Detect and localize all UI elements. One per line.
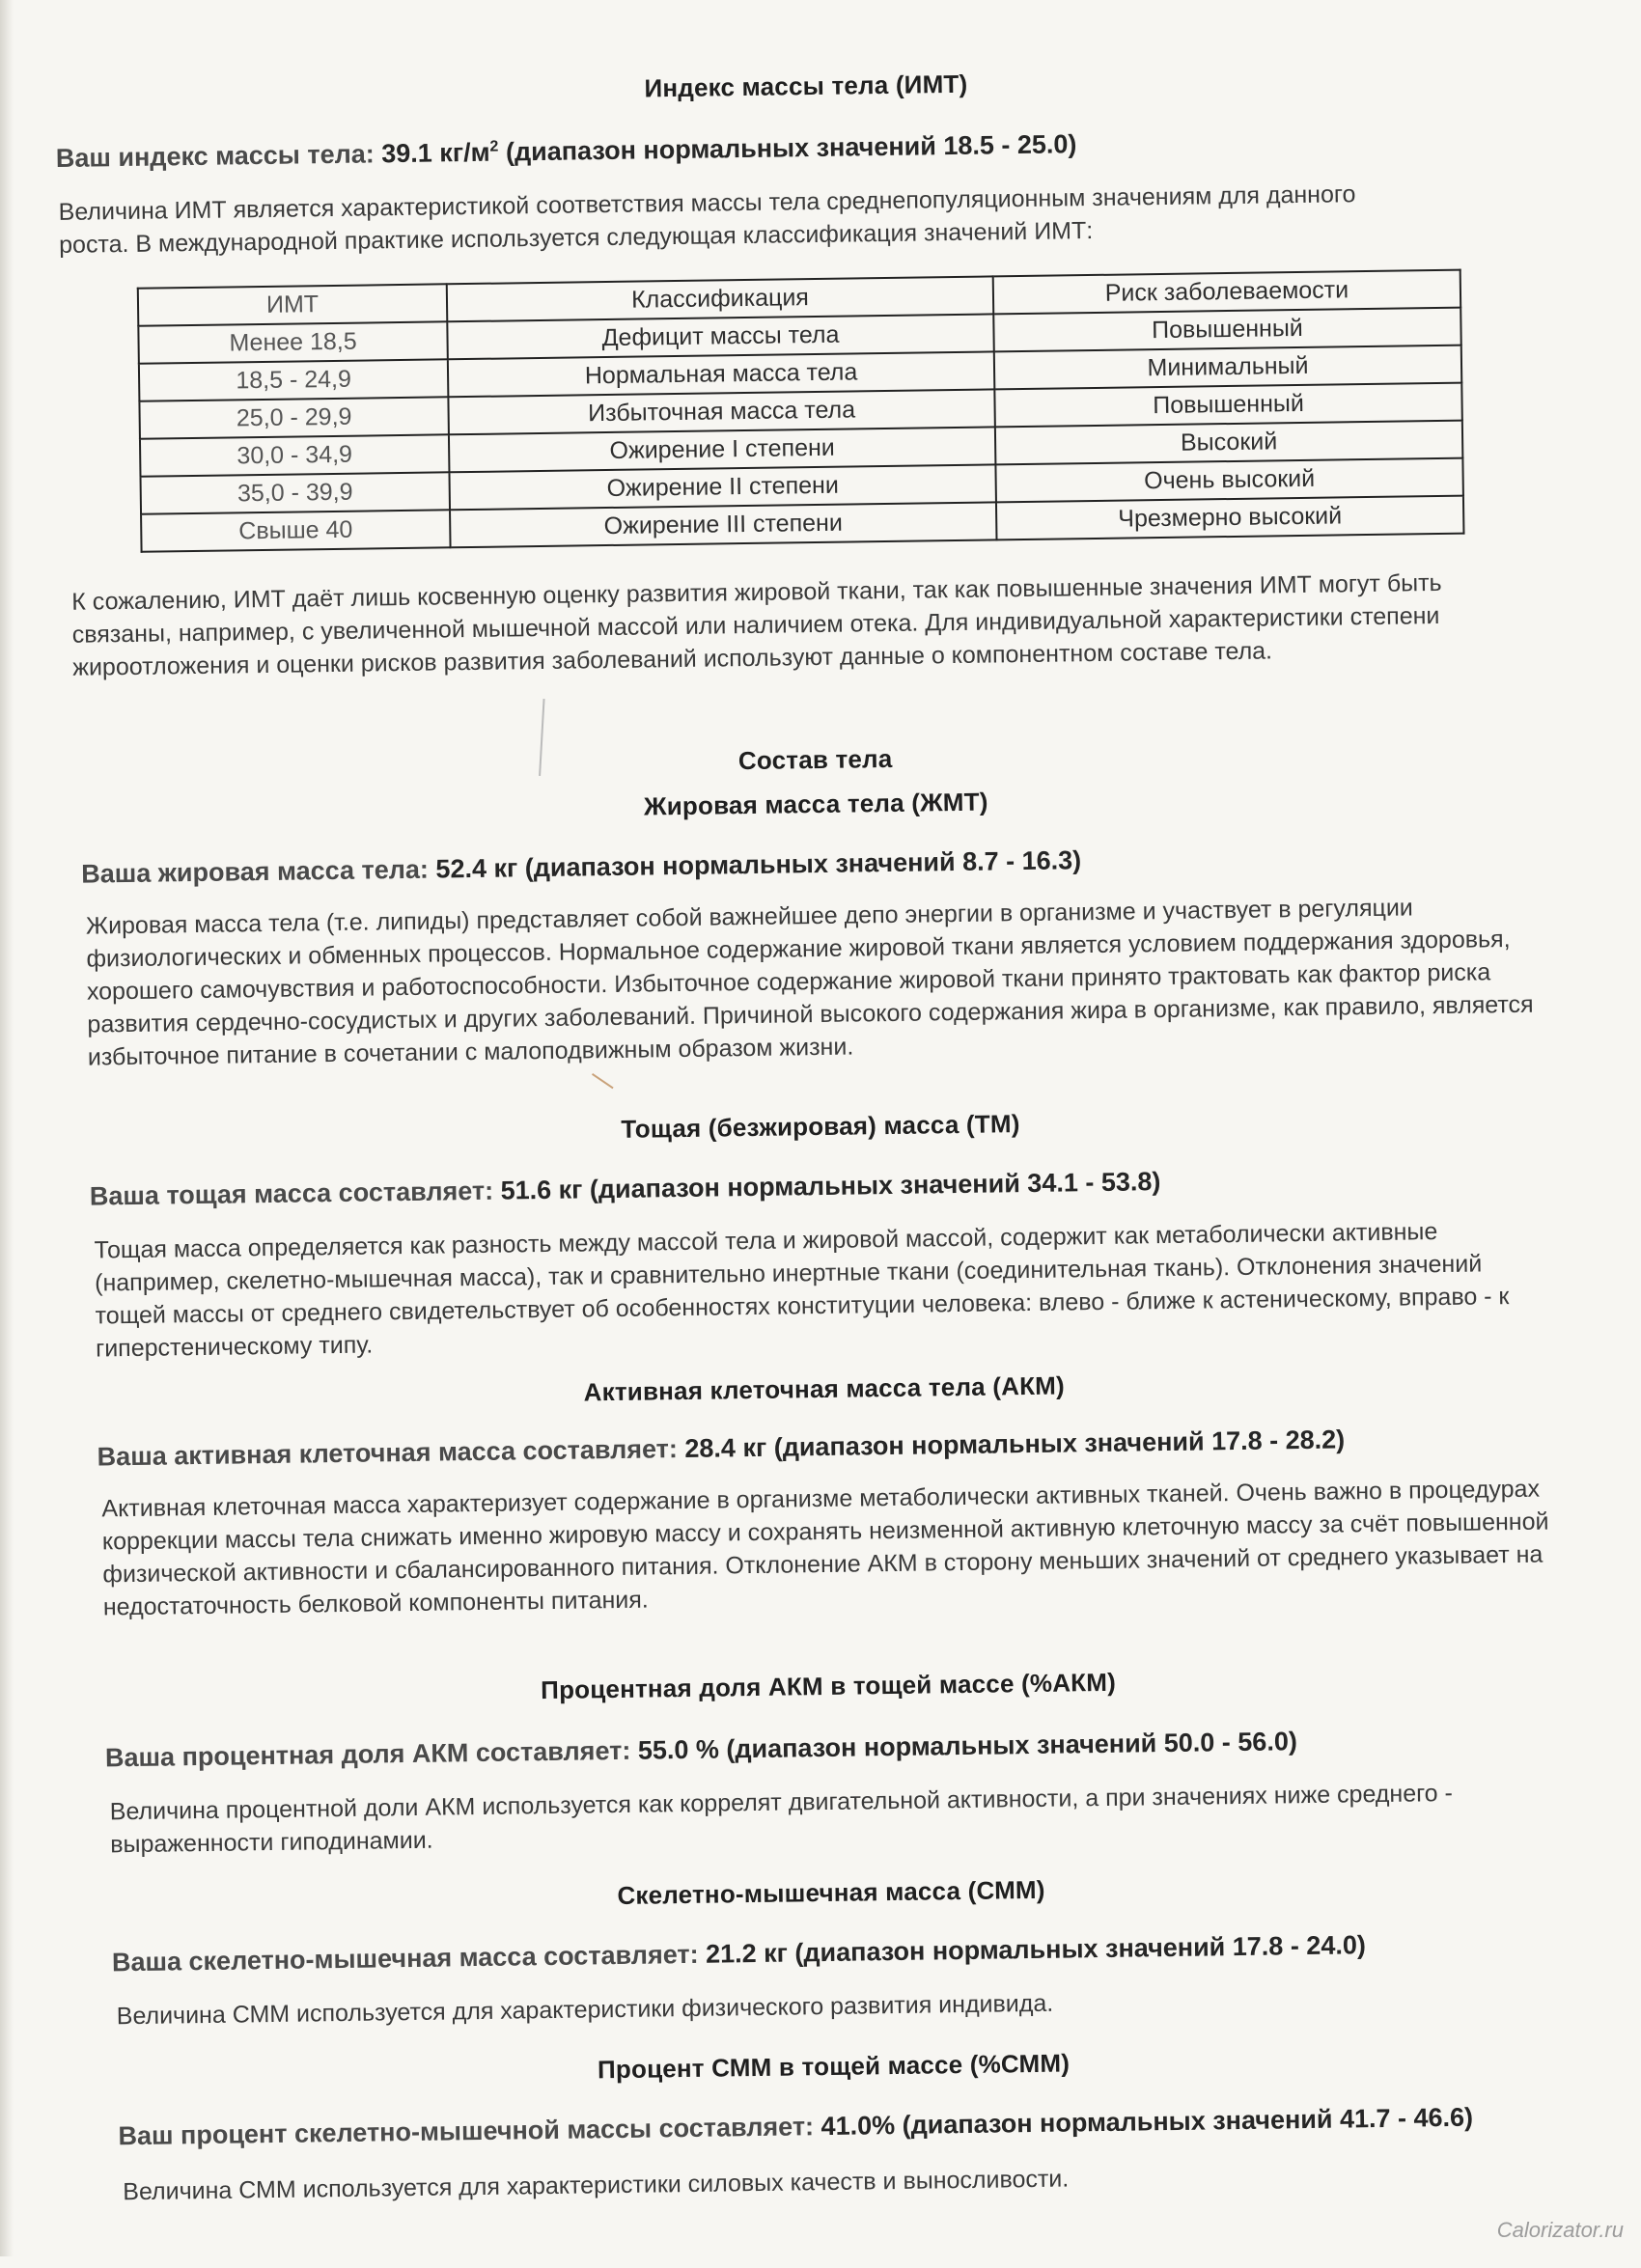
pen-mark-small <box>592 1073 614 1089</box>
section-title: Активная клеточная масса тела (АКМ) <box>583 1370 1066 1407</box>
section-description: Величина процентной доли АКМ используется как коррелят двигательной активности, а при значениях ниже среднего - выраженности гиподинамии. <box>109 1779 1454 1859</box>
watermark-text: Calorizator.ru <box>1496 2218 1624 2242</box>
bmi-table-header-cell: ИМТ <box>138 284 448 325</box>
bmi-title: Индекс массы тела (ИМТ) <box>644 69 968 103</box>
bmi-result-sup: 2 <box>489 138 499 155</box>
section-title: Скелетно-мышечная масса (СММ) <box>617 1874 1045 1911</box>
bmi-table-cell: Минимальный <box>994 346 1461 390</box>
section-result-value: 28.4 кг (диапазон нормальных значений 17.8 - 28.2) <box>684 1424 1346 1463</box>
bmi-result <box>56 123 1581 174</box>
bmi-table-cell: Избыточная масса тела <box>448 389 994 434</box>
section-description: Тощая масса определяется как разность между массой тела и жировой массой, содержит как метаболически активные (например, скелетно-мышечная масса), так и сравнительно инертные ткани (соединительная ткань). Отклонения значений тощей массы от среднего свидетельствует об особенностях конституции человека: влево - ближе к астеническому, вправо - к гиперстеническому типу. <box>94 1218 1510 1363</box>
composition-title: Состав тела <box>737 743 893 776</box>
bmi-result-range: (диапазон нормальных значений 18.5 - 25.0) <box>505 129 1077 167</box>
bmi-table-cell: Ожирение II степени <box>449 464 995 510</box>
section-result <box>81 839 1587 890</box>
bmi-table-cell: Чрезмерно высокий <box>996 496 1463 540</box>
bmi-table-cell: Высокий <box>995 421 1462 465</box>
section-result <box>118 2100 1624 2151</box>
section-title: Процент СММ в тощей массе (%СММ) <box>597 2048 1071 2085</box>
section-result-label: Ваша скелетно-мышечная масса составляет: <box>111 1939 699 1978</box>
bmi-table-cell: Менее 18,5 <box>138 321 448 363</box>
section-result-value: 52.4 кг (диапазон нормальных значений 8.7 - 16.3) <box>435 845 1082 884</box>
section-result-value: 21.2 кг (диапазон нормальных значений 17.8 - 24.0) <box>705 1930 1367 1969</box>
section-result-value: 51.6 кг (диапазон нормальных значений 34.1 - 53.8) <box>500 1167 1161 1205</box>
section-result-label: Ваша процентная доля АКМ составляет: <box>104 1735 631 1773</box>
section-result-value: 55.0 % (диапазон нормальных значений 50.0 - 56.0) <box>637 1727 1298 1765</box>
bmi-table-cell: Повышенный <box>994 383 1461 428</box>
bmi-table-cell: Ожирение III степени <box>450 502 996 547</box>
bmi-table-cell: Ожирение I степени <box>449 427 995 472</box>
section-result-label: Ваша тощая масса составляет: <box>89 1175 494 1211</box>
section-description: Активная клеточная масса характеризует содержание в организме метаболически активных тканей. Очень важно в процедурах коррекции массы тела снижать именно жировую массу и сохранять неизменной активную клеточную массу за счёт повышенной физической активности и сбалансированного питания. Отклонение АКМ в сторону меньших значений от среднего указывает на недостаточность белковой компоненты питания. <box>101 1475 1549 1621</box>
section-result <box>97 1422 1602 1473</box>
section-title: Жировая масса тела (ЖМТ) <box>643 787 988 821</box>
section-description: Жировая масса тела (т.е. липиды) представляет собой важнейшее депо энергии в организме и участвует в регуляции физиологических и обменных процессов. Нормальное содержание жировой ткани является условием поддержания здоровья, хорошего самочувствия и работоспособности. Избыточное содержание жировой ткани принято трактовать как фактор риска развития сердечно-сосудистых и других заболеваний. Причиной высокого содержания жира в организме, как правило, является избыточное питание в сочетании с малоподвижным образом жизни. <box>85 894 1534 1071</box>
bmi-classification-table <box>137 269 1465 553</box>
bmi-table-cell: Повышенный <box>993 308 1460 352</box>
section-result <box>90 1161 1596 1212</box>
bmi-table-cell: 30,0 - 34,9 <box>140 434 450 476</box>
section-title: Тощая (безжировая) масса (ТМ) <box>621 1109 1020 1144</box>
bmi-table-header-cell: Классификация <box>447 276 993 321</box>
bmi-table-cell: Очень высокий <box>995 458 1462 503</box>
bmi-table-cell: 25,0 - 29,9 <box>139 397 449 438</box>
bmi-intro: Величина ИМТ является характеристикой соответствия массы тела среднепопуляционным значениям для данного роста. В международной практике используется следующая классификация значений ИМТ: <box>58 180 1356 259</box>
bmi-note: К сожалению, ИМТ даёт лишь косвенную оценку развития жировой ткани, так как повышенные значения ИМТ могут быть связаны, например, с увеличенной мышечной массой или наличием отека. Для индивидуальной характеристики степени жироотложения и оценки рисков развития заболеваний используют данные о компонентном составе тела. <box>71 568 1442 681</box>
bmi-result-label: Ваш индекс массы тела: <box>55 139 375 173</box>
section-result-label: Ваш процент скелетно-мышечной массы составляет: <box>118 2112 815 2151</box>
bmi-table-cell: 35,0 - 39,9 <box>141 472 451 513</box>
bmi-table-header-cell: Риск заболеваемости <box>993 270 1460 315</box>
bmi-table-cell: 18,5 - 24,9 <box>139 359 449 401</box>
section-result-label: Ваша жировая масса тела: <box>81 854 430 889</box>
section-result-label: Ваша активная клеточная масса составляет: <box>97 1434 679 1472</box>
section-result <box>105 1723 1611 1774</box>
section-description: Величина СММ используется для характеристики силовых качеств и выносливости. <box>123 2165 1070 2206</box>
bmi-table-cell: Свыше 40 <box>141 510 451 551</box>
bmi-result-value: 39.1 кг/м <box>381 137 490 169</box>
bmi-table-cell: Дефицит массы тела <box>447 314 993 359</box>
bmi-table-cell: Нормальная масса тела <box>448 351 994 397</box>
section-result-value: 41.0% (диапазон нормальных значений 41.7 - 46.6) <box>820 2102 1474 2142</box>
section-description: Величина СММ используется для характеристики физического развития индивида. <box>116 1989 1054 2031</box>
section-title: Процентная доля АКМ в тощей массе (%АКМ) <box>540 1667 1117 1705</box>
section-result <box>112 1927 1618 1978</box>
